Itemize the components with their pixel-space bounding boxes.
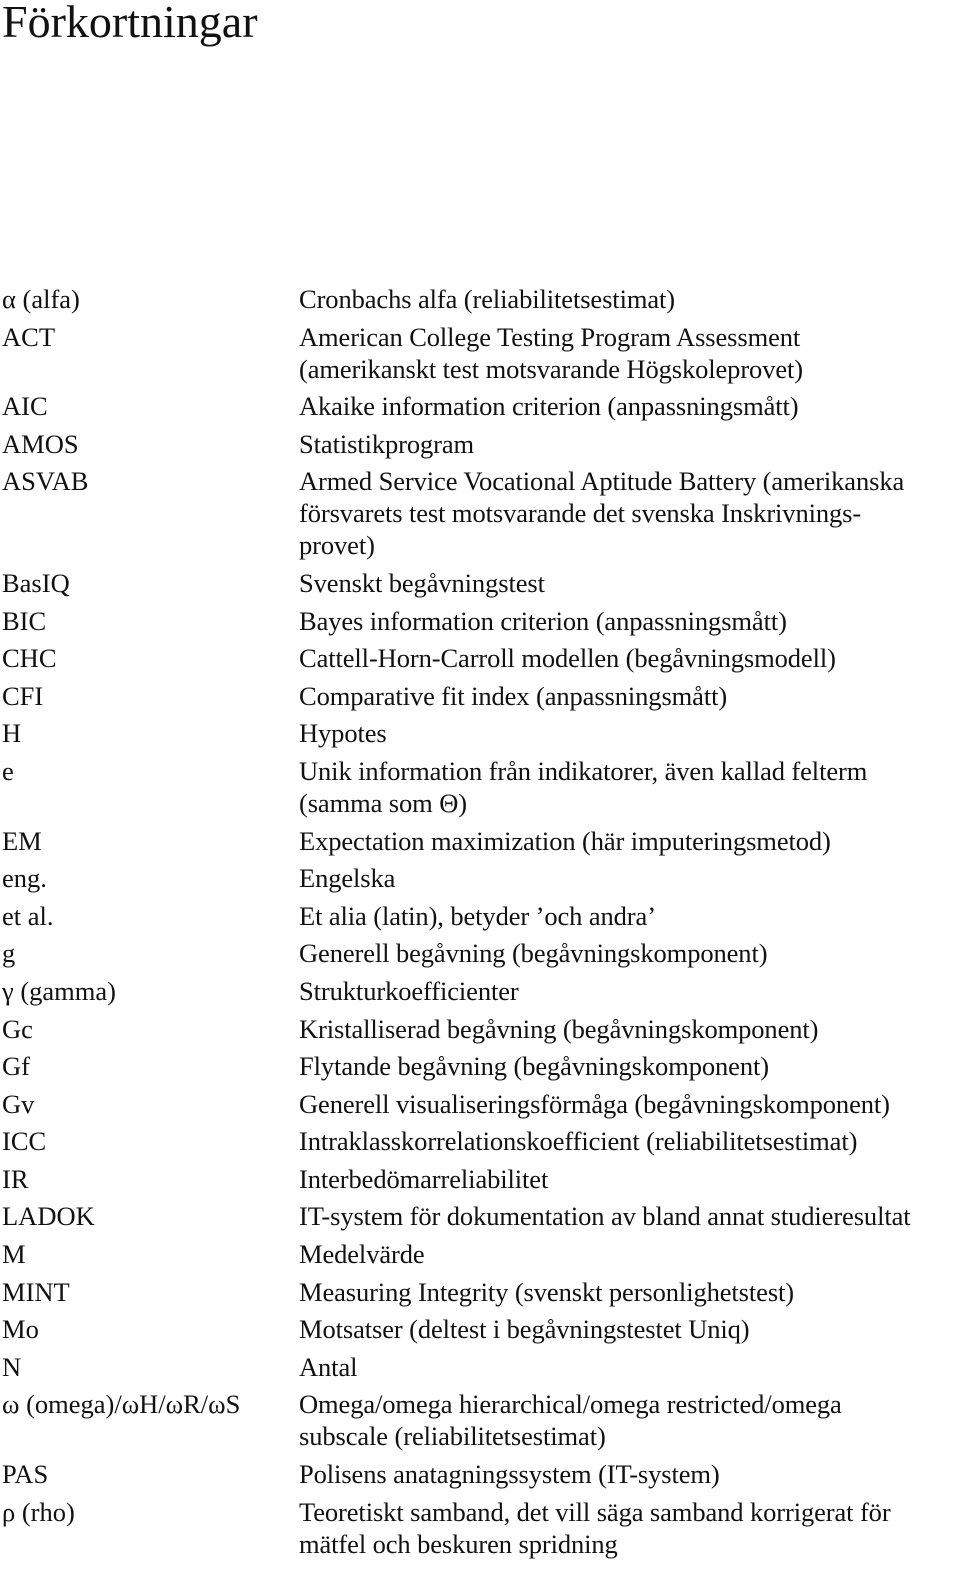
abbreviation-definition (299, 717, 959, 749)
abbreviation-row (0, 465, 960, 561)
abbreviation-term: N (2, 1351, 22, 1382)
abbreviation-term: IR (2, 1163, 29, 1194)
abbreviation-definition (299, 900, 959, 932)
abbreviation-row (0, 1013, 960, 1045)
page-title: Förkortningar (2, 0, 258, 47)
abbreviation-row (0, 567, 960, 599)
definition-line: Strukturkoefficienter (299, 975, 519, 1006)
abbreviation-definition (299, 283, 959, 315)
abbreviation-definition (299, 1458, 959, 1490)
definition-line: Bayes information criterion (anpassningsmått) (299, 605, 787, 636)
abbreviation-row (0, 321, 960, 385)
abbreviation-definition (299, 975, 959, 1007)
abbreviation-definition (299, 1013, 959, 1045)
abbreviation-definition (299, 1125, 959, 1157)
abbreviation-definition (299, 937, 959, 969)
abbreviation-term: eng. (2, 863, 47, 894)
abbreviation-definition (299, 755, 959, 819)
abbreviation-row (0, 605, 960, 637)
abbreviation-row (0, 1050, 960, 1082)
abbreviation-definition (299, 642, 959, 674)
abbreviation-definition (299, 428, 959, 460)
abbreviation-row (0, 1388, 960, 1452)
definition-line: Comparative fit index (anpassningsmått) (299, 680, 728, 711)
abbreviation-term: ASVAB (2, 466, 89, 497)
abbreviation-term: PAS (2, 1459, 49, 1490)
definition-line: Cattell-Horn-Carroll modellen (begåvningsmodell) (299, 643, 836, 674)
abbreviation-row (0, 900, 960, 932)
abbreviation-definition (299, 321, 959, 385)
abbreviation-term: α (alfa) (2, 284, 80, 314)
abbreviation-term: AIC (2, 391, 48, 422)
definition-line: Cronbachs alfa (reliabilitetsestimat) (299, 284, 675, 314)
definition-line: Engelska (299, 863, 396, 894)
abbreviation-row (0, 283, 960, 315)
definition-line: mätfel och beskuren spridning (299, 1528, 618, 1559)
abbreviation-definition (299, 825, 959, 857)
abbreviation-definition (299, 1496, 959, 1560)
abbreviation-row (0, 1125, 960, 1157)
abbreviation-row (0, 937, 960, 969)
abbreviation-term: Gc (2, 1013, 33, 1044)
abbreviation-row (0, 428, 960, 460)
definition-line: Motsatser (deltest i begåvningstestet Uniq) (299, 1314, 750, 1345)
abbreviation-term: et al. (2, 900, 54, 931)
abbreviation-term: g (2, 938, 16, 969)
definition-line: Measuring Integrity (svenskt personlighetstest) (299, 1276, 795, 1307)
abbreviation-definition (299, 862, 959, 894)
abbreviation-term: ω (omega)/ωH/ωR/ωS (2, 1389, 241, 1420)
abbreviation-term: Gv (2, 1088, 35, 1119)
abbreviation-row (0, 390, 960, 422)
abbreviation-term: EM (2, 825, 42, 856)
definition-line: Et alia (latin), betyder ’och andra’ (299, 900, 656, 931)
abbreviation-definition (299, 1238, 959, 1270)
abbreviation-term: γ (gamma) (2, 975, 116, 1006)
abbreviation-definition (299, 1050, 959, 1082)
abbreviation-term: CHC (2, 643, 57, 674)
abbreviation-term: e (2, 755, 14, 786)
definition-line: provet) (299, 530, 375, 561)
abbreviation-term: Gf (2, 1051, 30, 1082)
abbreviation-term: BIC (2, 605, 47, 636)
definition-line: Antal (299, 1351, 358, 1382)
abbreviation-term: LADOK (2, 1201, 95, 1232)
abbreviation-row (0, 680, 960, 712)
abbreviation-definition (299, 1276, 959, 1308)
abbreviation-row (0, 1276, 960, 1308)
definition-line: Polisens anatagningssystem (IT-system) (299, 1459, 720, 1490)
definition-line: Kristalliserad begåvning (begåvningskomponent) (299, 1013, 819, 1044)
abbreviation-row (0, 1200, 960, 1232)
definition-line: Armed Service Vocational Aptitude Battery (amerikanska (299, 466, 905, 497)
abbreviation-definition (299, 605, 959, 637)
definition-line: Intraklasskorrelationskoefficient (reliabilitetsestimat) (299, 1126, 858, 1157)
abbreviation-row (0, 642, 960, 674)
abbreviation-definition (299, 390, 959, 422)
abbreviation-definition (299, 1313, 959, 1345)
abbreviation-definition (299, 680, 959, 712)
abbreviation-definition (299, 1200, 959, 1232)
abbreviation-definition (299, 465, 959, 561)
abbreviation-term: ACT (2, 321, 55, 352)
abbreviation-term: ICC (2, 1126, 47, 1157)
definition-line: Medelvärde (299, 1239, 425, 1270)
abbreviation-term: MINT (2, 1276, 70, 1307)
definition-line: American College Testing Program Assessment (299, 321, 801, 352)
abbreviation-row (0, 1458, 960, 1490)
abbreviation-definition (299, 1388, 959, 1452)
abbreviation-term: Mo (2, 1314, 39, 1345)
definition-line: Svenskt begåvningstest (299, 567, 545, 598)
definition-line: Interbedömarreliabilitet (299, 1163, 549, 1194)
abbreviation-row (0, 1313, 960, 1345)
definition-line: Expectation maximization (här imputeringsmetod) (299, 825, 831, 856)
abbreviation-row (0, 1238, 960, 1270)
definition-line: Generell visualiseringsförmåga (begåvningskomponent) (299, 1088, 890, 1119)
definition-line: (amerikanskt test motsvarande Högskoleprovet) (299, 353, 804, 384)
definition-line: Omega/omega hierarchical/omega restricted/omega (299, 1389, 842, 1420)
abbreviation-row (0, 1496, 960, 1560)
abbreviation-row (0, 862, 960, 894)
abbreviation-row (0, 825, 960, 857)
definition-line: Unik information från indikatorer, även kallad felterm (299, 755, 868, 786)
abbreviation-term: BasIQ (2, 567, 70, 598)
abbreviation-definition (299, 1088, 959, 1120)
abbreviation-term: CFI (2, 680, 44, 711)
abbreviation-row (0, 717, 960, 749)
definition-line: IT-system för dokumentation av bland annat studieresultat (299, 1201, 911, 1232)
abbreviation-row (0, 755, 960, 819)
definition-line: Statistikprogram (299, 428, 475, 459)
abbreviation-term: M (2, 1239, 26, 1270)
abbreviation-row (0, 975, 960, 1007)
abbreviation-definition (299, 567, 959, 599)
abbreviation-row (0, 1351, 960, 1383)
abbreviation-list (0, 283, 960, 1565)
definition-line: försvarets test motsvarande det svenska Inskrivnings- (299, 498, 862, 529)
definition-line: (samma som Θ) (299, 787, 467, 818)
abbreviation-definition (299, 1351, 959, 1383)
definition-line: Flytande begåvning (begåvningskomponent) (299, 1051, 769, 1082)
definition-line: Hypotes (299, 718, 387, 749)
definition-line: subscale (reliabilitetsestimat) (299, 1421, 606, 1452)
abbreviation-definition (299, 1163, 959, 1195)
abbreviation-row (0, 1088, 960, 1120)
abbreviation-term: H (2, 718, 22, 749)
abbreviation-term: AMOS (2, 428, 79, 459)
abbreviation-term: ρ (rho) (2, 1496, 75, 1527)
definition-line: Teoretiskt samband, det vill säga samband korrigerat för (299, 1496, 891, 1527)
definition-line: Generell begåvning (begåvningskomponent) (299, 938, 768, 969)
abbreviation-row (0, 1163, 960, 1195)
definition-line: Akaike information criterion (anpassningsmått) (299, 391, 799, 422)
